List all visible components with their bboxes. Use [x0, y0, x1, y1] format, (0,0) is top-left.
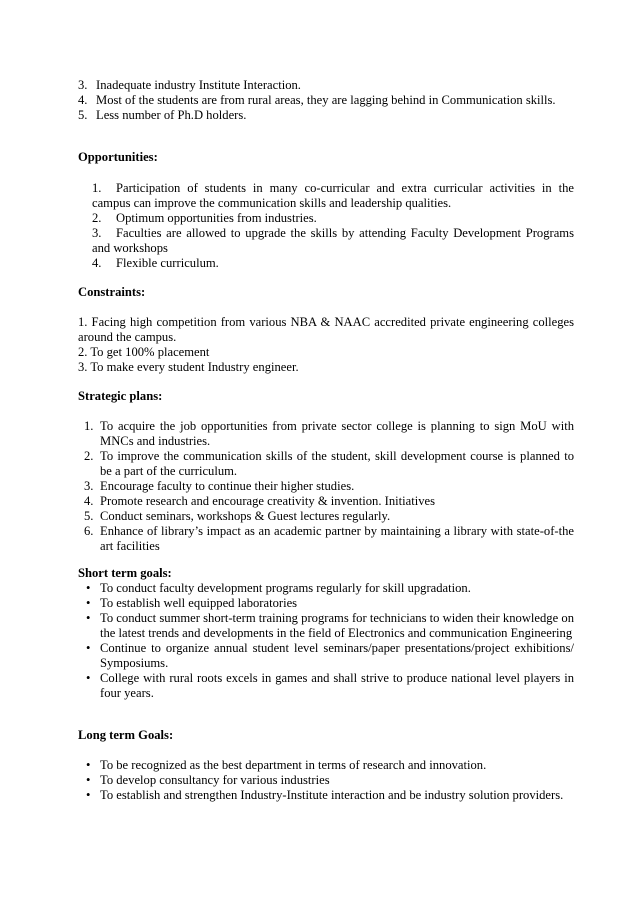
item-number: 3. — [84, 479, 94, 493]
item-text: To acquire the job opportunities from private sector college is planning to sign MoU with MNCs and industries. — [100, 419, 574, 448]
list-item — [86, 641, 574, 671]
list-item — [78, 78, 574, 93]
list-item — [92, 181, 574, 211]
list-item — [78, 93, 574, 108]
list-item: 3. To make every student Industry engineer. — [78, 360, 299, 374]
item-text: To conduct faculty development programs regularly for skill upgradation. — [100, 581, 471, 595]
list-item — [92, 256, 574, 271]
item-number: 4. — [84, 494, 94, 508]
list-item — [78, 108, 574, 123]
strategic-plans-heading: Strategic plans: — [78, 389, 163, 403]
bullet-icon: • — [86, 581, 91, 595]
long-term-goals-heading: Long term Goals: — [78, 728, 174, 742]
item-text: Inadequate industry Institute Interaction. — [96, 78, 301, 92]
item-text: Most of the students are from rural areas, they are lagging behind in Communication skills. — [96, 93, 556, 107]
short-term-goals-heading: Short term goals: — [78, 566, 172, 580]
item-text: Less number of Ph.D holders. — [96, 108, 247, 122]
list-item: 1. Facing high competition from various NBA & NAAC accredited private engineering colleges around the campus. — [78, 315, 574, 344]
list-item — [86, 581, 574, 596]
list-item — [86, 758, 574, 773]
list-item — [86, 611, 574, 641]
item-text: To conduct summer short-term training programs for technicians to widen their knowledge on the latest trends and developments in the field of Electronics and communication Engineering — [100, 611, 574, 640]
item-text: Optimum opportunities from industries. — [116, 211, 317, 225]
item-text: To establish and strengthen Industry-Institute interaction and be industry solution providers. — [100, 788, 564, 802]
opportunities-heading: Opportunities: — [78, 150, 158, 164]
bullet-icon: • — [86, 758, 91, 772]
list-item — [86, 788, 574, 803]
list-item — [84, 479, 574, 494]
item-text: Faculties are allowed to upgrade the skills by attending Faculty Development Programs and workshops — [92, 226, 574, 255]
item-number: 5. — [84, 509, 94, 523]
item-text: Conduct seminars, workshops & Guest lectures regularly. — [100, 509, 391, 523]
item-text: Participation of students in many co-curricular and extra curricular activities in the campus can improve the communication skills and leadership qualities. — [92, 181, 574, 210]
item-number: 3. — [78, 78, 88, 92]
item-text: Continue to organize annual student level seminars/paper presentations/project exhibitions/ Symposiums. — [100, 641, 574, 670]
list-item — [92, 211, 574, 226]
list-item — [84, 449, 574, 479]
item-number: 3. — [92, 226, 102, 240]
item-number: 1. — [84, 419, 94, 433]
bullet-icon: • — [86, 641, 91, 655]
list-item: 2. To get 100% placement — [78, 345, 210, 359]
item-number: 6. — [84, 524, 94, 538]
item-text: Flexible curriculum. — [116, 256, 219, 270]
bullet-icon: • — [86, 788, 91, 802]
list-item — [86, 596, 574, 611]
item-number: 4. — [78, 93, 88, 107]
list-item — [84, 509, 574, 524]
item-text: To improve the communication skills of the student, skill development course is planned to be a part of the curriculum. — [100, 449, 574, 478]
constraints-heading: Constraints: — [78, 285, 146, 299]
list-item — [86, 773, 574, 788]
bullet-icon: • — [86, 596, 91, 610]
list-item — [84, 494, 574, 509]
short-term-goals-list — [86, 581, 574, 701]
strategic-plans-list — [84, 419, 574, 554]
list-item — [84, 524, 574, 554]
weaknesses-list — [78, 78, 574, 123]
list-item — [92, 226, 574, 256]
bullet-icon: • — [86, 611, 91, 625]
item-number: 1. — [92, 181, 102, 195]
constraints-list — [78, 315, 574, 375]
list-item — [84, 419, 574, 449]
bullet-icon: • — [86, 671, 91, 685]
long-term-goals-list — [86, 758, 574, 803]
item-number: 2. — [92, 211, 102, 225]
item-text: To develop consultancy for various industries — [100, 773, 330, 787]
opportunities-list — [92, 181, 574, 271]
item-text: Promote research and encourage creativity & invention. Initiatives — [100, 494, 436, 508]
bullet-icon: • — [86, 773, 91, 787]
item-text: Enhance of library’s impact as an academic partner by maintaining a library with state-of-the art facilities — [100, 524, 574, 553]
item-number: 4. — [92, 256, 102, 270]
item-number: 5. — [78, 108, 88, 122]
item-number: 2. — [84, 449, 94, 463]
item-text: To establish well equipped laboratories — [100, 596, 298, 610]
item-text: College with rural roots excels in games and shall strive to produce national level players in four years. — [100, 671, 574, 700]
list-item — [86, 671, 574, 701]
item-text: Encourage faculty to continue their higher studies. — [100, 479, 355, 493]
item-text: To be recognized as the best department in terms of research and innovation. — [100, 758, 487, 772]
